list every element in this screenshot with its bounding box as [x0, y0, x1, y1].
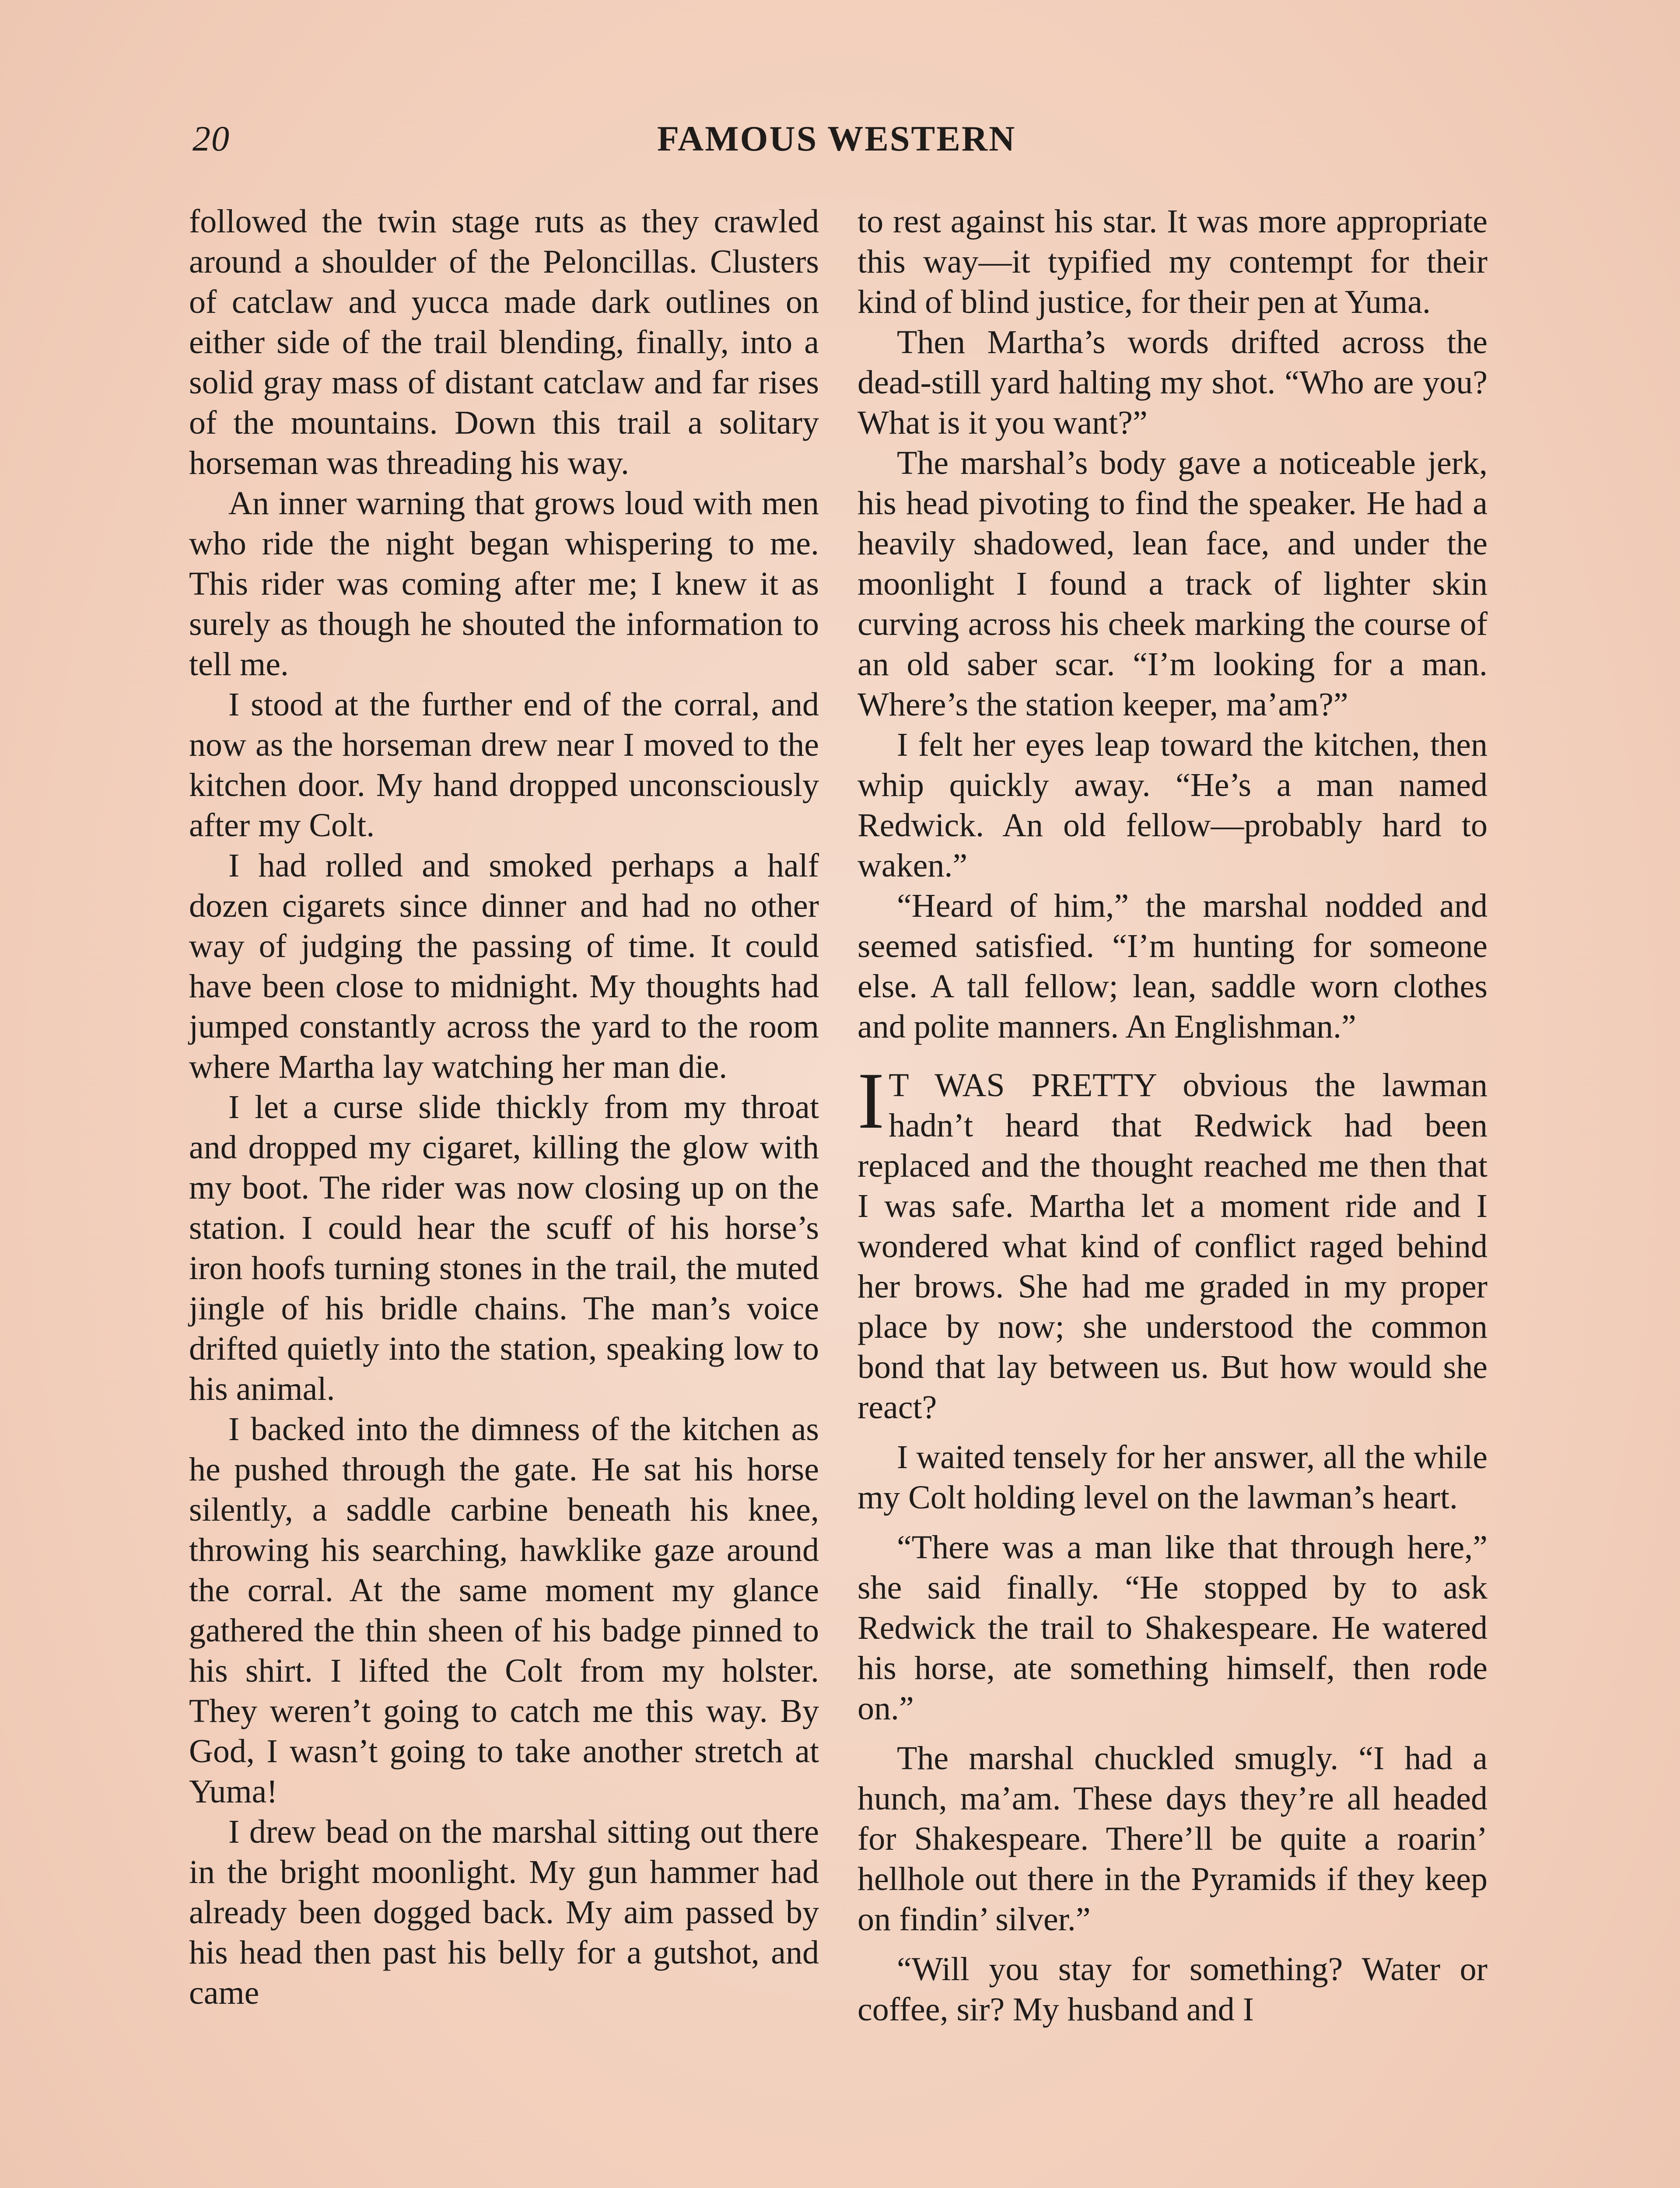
- section-text: obvious the lawman hadn’t heard that Redwick had been replaced and the thought reached me then that I was safe. Martha let a moment ride and I wondered what kind of conflict raged behind her brows. She had me graded in my proper place by now; she understood the common bond that lay between us. But how would she react?: [858, 1067, 1488, 1426]
- paragraph: An inner warning that grows loud with men who ride the night began whispering to me. This rider was coming after me; I knew it as surely as though he shouted the information to tell me.: [189, 485, 819, 683]
- paragraph: I felt her eyes leap toward the kitchen, then whip quickly away. “He’s a man named Redwick. An old fellow—probably hard to waken.”: [858, 726, 1488, 884]
- page-header: [192, 118, 1505, 175]
- section-lead-in: T WAS PRETTY: [889, 1067, 1156, 1104]
- paragraph: The marshal chuckled smugly. “I had a hunch, ma’am. These days they’re all headed for Shakespeare. There’ll be quite a roarin’ hellhole out there in the Pyramids if they keep on findin’ silver.”: [858, 1740, 1488, 1938]
- paragraph: I waited tensely for her answer, all the while my Colt holding level on the lawman’s heart.: [858, 1439, 1488, 1516]
- paragraph: “Will you stay for something? Water or coffee, sir? My husband and I: [858, 1951, 1488, 2028]
- paragraph: “There was a man like that through here,” she said finally. “He stopped by to ask Redwick the trail to Shakespeare. He watered his horse, ate something himself, then rode on.”: [858, 1529, 1488, 1727]
- paragraph: I let a curse slide thickly from my throat and dropped my cigaret, killing the glow with my boot. The rider was now closing up on the station. I could hear the scuff of his horse’s iron hoofs turning stones in the trail, the muted jingle of his bridle chains. The man’s voice drifted quietly into the station, speaking low to his animal.: [189, 1089, 819, 1407]
- paragraph: I had rolled and smoked perhaps a half dozen cigarets since dinner and had no other way of judging the passing of time. It could have been close to midnight. My thoughts had jumped constantly across the yard to the room where Martha lay watching her man die.: [189, 847, 819, 1085]
- paragraph: Then Martha’s words drifted across the dead-still yard halting my shot. “Who are you? What is it you want?”: [858, 324, 1488, 441]
- right-column: [858, 201, 1488, 2030]
- section-opening-paragraph: [858, 1056, 1488, 1427]
- running-title: FAMOUS WESTERN: [657, 119, 1016, 158]
- paragraph: I drew bead on the marshal sitting out there in the bright moonlight. My gun hammer had already been dogged back. My aim passed by his head then past his belly for a gutshot, and came: [189, 1813, 819, 2011]
- paragraph: I backed into the dimness of the kitchen as he pushed through the gate. He sat his horse silently, a saddle carbine beneath his knee, throwing his searching, hawklike gaze around the corral. At the same moment my glance gathered the thin sheen of his badge pinned to his shirt. I lifted the Colt from my holster. They weren’t going to catch me this way. By God, I wasn’t going to take another stretch at Yuma!: [189, 1411, 819, 1810]
- paragraph: to rest against his star. It was more appropriate this way—it typified my contempt for their kind of blind justice, for their pen at Yuma.: [858, 203, 1488, 320]
- left-column: [189, 201, 819, 2013]
- page-number: 20: [192, 119, 230, 158]
- paragraph: I stood at the further end of the corral, and now as the horseman drew near I moved to the kitchen door. My hand dropped unconsciously after my Colt.: [189, 686, 819, 844]
- paragraph: The marshal’s body gave a noticeable jerk, his head pivoting to find the speaker. He had a heavily shadowed, lean face, and under the moonlight I found a track of lighter skin curving across his cheek marking the course of an old saber scar. “I’m looking for a man. Where’s the station keeper, ma’am?”: [858, 445, 1488, 723]
- paragraph: followed the twin stage ruts as they crawled around a shoulder of the Peloncillas. Clusters of catclaw and yucca made dark outlines on either side of the trail blending, finally, into a solid gray mass of distant catclaw and far rises of the mountains. Down this trail a solitary horseman was threading his way.: [189, 203, 819, 481]
- drop-cap: I: [858, 1056, 885, 1145]
- paragraph: “Heard of him,” the marshal nodded and seemed satisfied. “I’m hunting for someone else. A tall fellow; lean, saddle worn clothes and polite manners. An Englishman.”: [858, 887, 1488, 1045]
